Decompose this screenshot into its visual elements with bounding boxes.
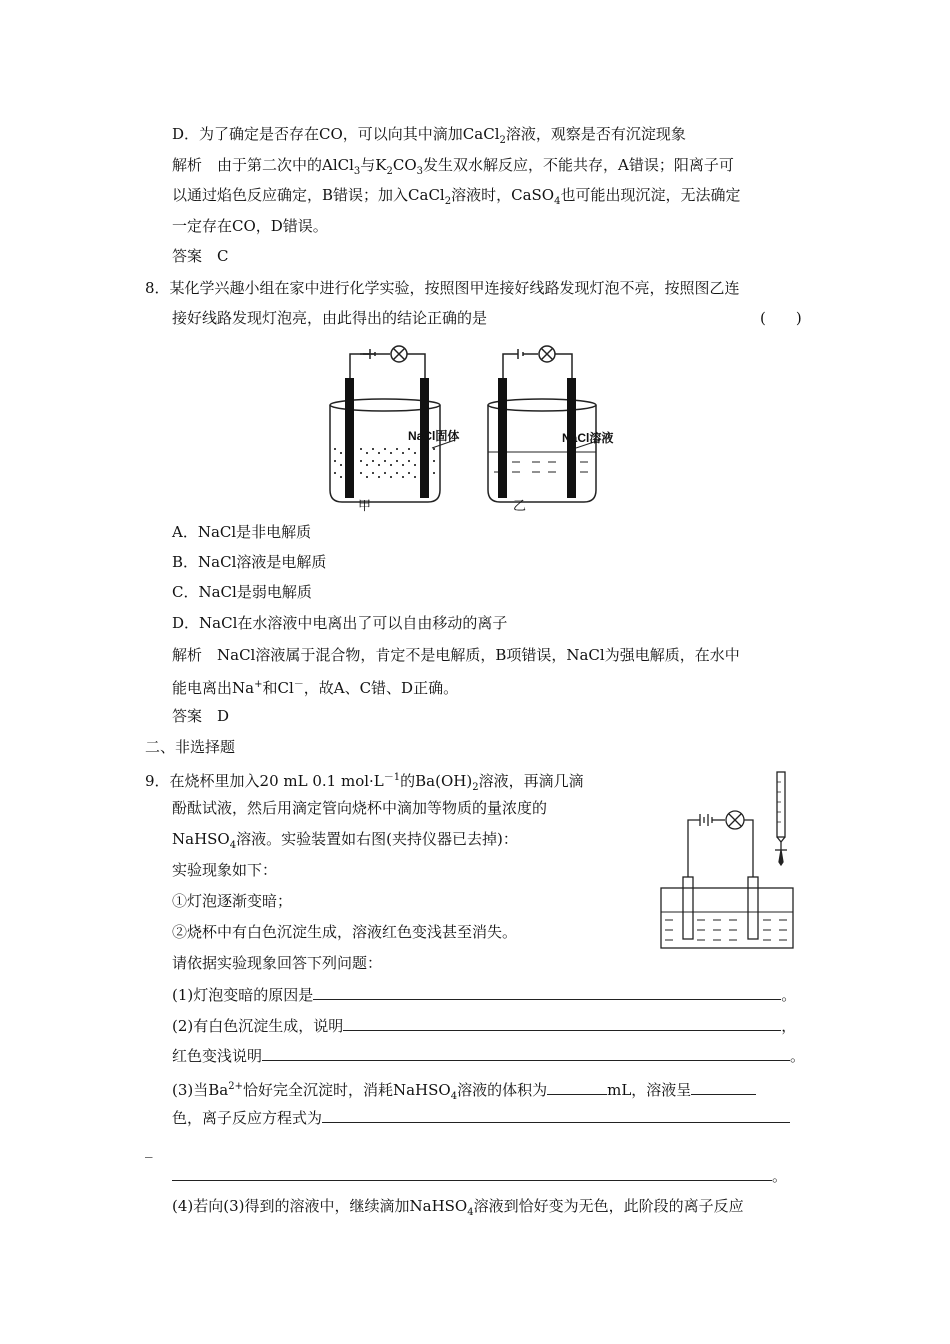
q9-stem-line1: 9．在烧杯里加入20 mL 0.1 $mol\cdot L^{-1}$的$Ba(OH)_2$溶液，再滴几滴 — [145, 772, 584, 793]
q9-part3c: 。 — [172, 1166, 787, 1186]
q8-electrolysis-figure — [320, 340, 630, 519]
answer-blank-3-color[interactable] — [691, 1080, 756, 1095]
q7-option-d: D．为了确定是否存在CO，可以向其中滴加CaCl$_2$溶液，观察是否有沉淀现象 — [172, 125, 686, 146]
q9-part4: (4)若向(3)得到的溶液中，继续滴加NaHSO$_4$溶液到恰好变为无色，此阶段的离子反应 — [172, 1197, 744, 1218]
answer-blank-2a[interactable] — [343, 1016, 781, 1031]
label-nacl-solid: NaCl固体 — [408, 429, 460, 443]
q9-phenomenon-1: ①灯泡逐渐变暗； — [172, 892, 293, 910]
q9-stem-line2: 酚酞试液，然后用滴定管向烧杯中滴加等物质的量浓度的 — [172, 799, 548, 817]
q9-phenomena-title: 实验现象如下： — [172, 861, 278, 879]
q9-part3: (3)当$Ba^{2+}$恰好完全沉淀时，消耗NaHSO$_4$溶液的体积为 mL，溶液呈 — [172, 1077, 756, 1107]
section-heading: 二、非选择题 — [145, 738, 236, 756]
q8-answer: 答案 D — [172, 707, 230, 725]
answer-blank-1[interactable] — [313, 985, 781, 1000]
q7-answer: 答案 C — [172, 247, 229, 265]
q8-stem-line1: 8．某化学兴趣小组在家中进行化学实验，按照图甲连接好线路发现灯泡不亮，按照图乙连 — [145, 279, 740, 297]
q9-stem-line3: NaHSO$_4$溶液。实验装置如右图(夹持仪器已去掉)： — [172, 830, 518, 851]
q9-part2b: 红色变浅说明 。 — [172, 1047, 806, 1065]
answer-blank-3-volume[interactable] — [547, 1080, 607, 1095]
q9-part1: (1)灯泡变暗的原因是 。 — [172, 986, 797, 1004]
q8-analysis-line1: 解析 NaCl溶液属于混合物，肯定不是电解质，B项错误，NaCl为强电解质，在水中 — [172, 646, 740, 664]
answer-blank-3-equation-cont[interactable] — [172, 1166, 772, 1181]
q7-analysis-line1: 解析 由于第二次中的AlCl$_3$与$K_2CO_3$发生双水解反应，不能共存，A错误；阳离子可 — [172, 156, 734, 177]
caption-jia: 甲 — [358, 498, 372, 513]
q8-option-d: D．NaCl在水溶液中电离出了可以自由移动的离子 — [172, 614, 508, 632]
caption-yi: 乙 — [513, 498, 527, 513]
q8-answer-paren: ( ) — [760, 309, 802, 327]
q9-part2: (2)有白色沉淀生成，说明 ， — [172, 1017, 797, 1035]
q9-titration-figure — [655, 770, 800, 959]
q8-option-b: B．NaCl溶液是电解质 — [172, 553, 327, 571]
answer-blank-3-equation[interactable] — [322, 1108, 790, 1123]
q8-option-c: C．NaCl是弱电解质 — [172, 583, 312, 601]
q7-analysis-line3: 一定存在CO，D错误。 — [172, 217, 328, 235]
q7-analysis-line2: 以通过焰色反应确定，B错误；加入CaCl$_2$溶液时，CaSO$_4$也可能出现沉淀，无法确定 — [172, 186, 741, 207]
q8-option-a: A．NaCl是非电解质 — [172, 523, 312, 541]
q8-stem-line2: 接好线路发现灯泡亮，由此得出的结论正确的是 — [172, 309, 488, 327]
answer-blank-2b[interactable] — [262, 1046, 790, 1061]
q9-dash: _ — [145, 1140, 153, 1158]
label-nacl-solution: NaCl溶液 — [562, 431, 614, 445]
q8-analysis-line2: 能电离出Na+和Cl－，故A、C错、D正确。 — [172, 679, 459, 697]
q9-phenomenon-2: ②烧杯中有白色沉淀生成，溶液红色变浅甚至消失。 — [172, 923, 518, 941]
q9-instruction: 请依据实验现象回答下列问题： — [172, 954, 383, 972]
q9-part3b: 色，离子反应方程式为 — [172, 1108, 790, 1128]
